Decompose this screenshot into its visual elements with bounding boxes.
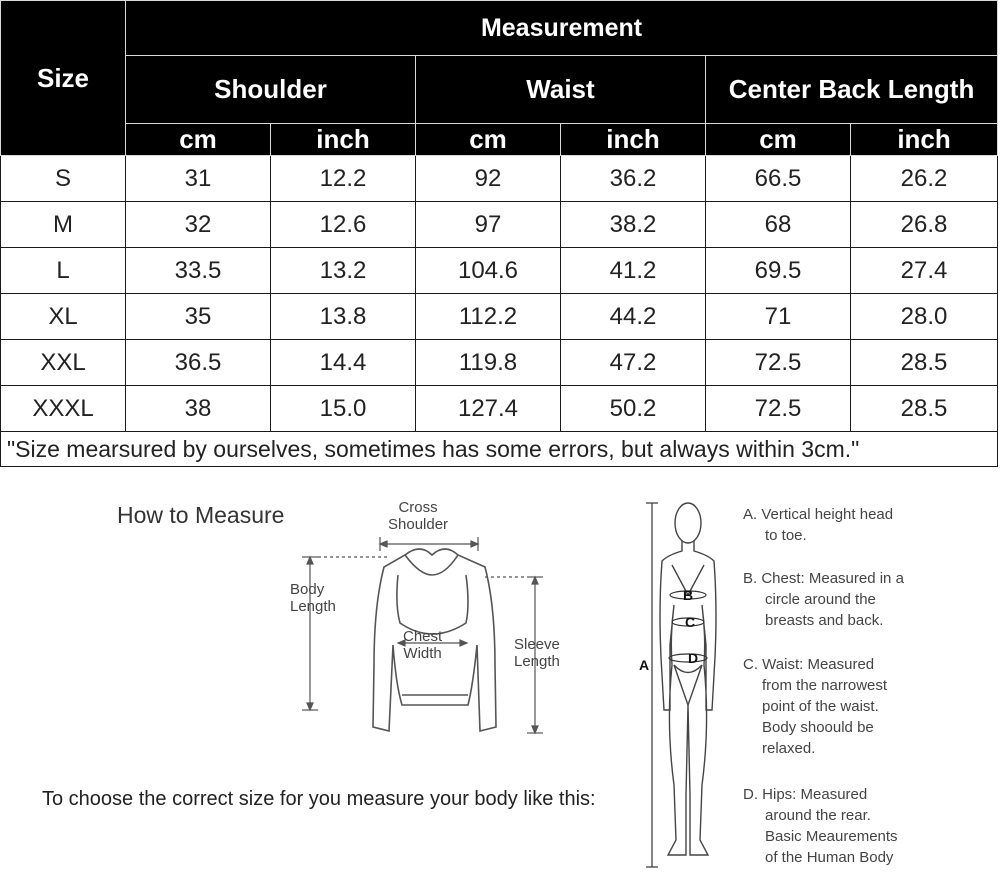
how-to-measure-title: How to Measure bbox=[117, 502, 285, 528]
value-cell: 68 bbox=[706, 202, 851, 248]
table-row bbox=[1, 248, 998, 294]
waist-header: Waist bbox=[416, 56, 706, 124]
size-cell: XXL bbox=[1, 340, 126, 386]
size-header: Size bbox=[1, 1, 126, 156]
value-cell: 36.2 bbox=[561, 156, 706, 202]
value-cell: 92 bbox=[416, 156, 561, 202]
value-cell: 26.2 bbox=[851, 156, 998, 202]
legend-a: A. Vertical height head to toe. bbox=[743, 506, 894, 544]
sleeve-length-label: Sleeve Length bbox=[514, 636, 560, 670]
value-cell: 14.4 bbox=[271, 340, 416, 386]
value-cell: 15.0 bbox=[271, 386, 416, 432]
body-length-label: Body Length bbox=[290, 581, 336, 615]
value-cell: 50.2 bbox=[561, 386, 706, 432]
value-cell: 127.4 bbox=[416, 386, 561, 432]
value-cell: 112.2 bbox=[416, 294, 561, 340]
value-cell: 12.2 bbox=[271, 156, 416, 202]
unit-header: cm bbox=[126, 124, 271, 156]
table-row bbox=[1, 386, 998, 432]
unit-header: cm bbox=[706, 124, 851, 156]
value-cell: 36.5 bbox=[126, 340, 271, 386]
value-cell: 13.2 bbox=[271, 248, 416, 294]
value-cell: 28.5 bbox=[851, 340, 998, 386]
value-cell: 32 bbox=[126, 202, 271, 248]
value-cell: 71 bbox=[706, 294, 851, 340]
legend-c: C. Waist: Measured from the narrowest point of the waist. Body shoould be relaxed. bbox=[743, 656, 888, 757]
center-back-length-header: Center Back Length bbox=[706, 56, 998, 124]
unit-header: inch bbox=[271, 124, 416, 156]
unit-header: inch bbox=[561, 124, 706, 156]
value-cell: 38.2 bbox=[561, 202, 706, 248]
value-cell: 97 bbox=[416, 202, 561, 248]
label-b: B bbox=[682, 587, 694, 603]
value-cell: 26.8 bbox=[851, 202, 998, 248]
unit-header: inch bbox=[851, 124, 998, 156]
value-cell: 35 bbox=[126, 294, 271, 340]
table-row bbox=[1, 340, 998, 386]
table-row bbox=[1, 202, 998, 248]
label-a: A bbox=[638, 657, 650, 673]
human-body-figure bbox=[630, 495, 740, 885]
label-c: C bbox=[684, 614, 696, 630]
value-cell: 47.2 bbox=[561, 340, 706, 386]
size-cell: XL bbox=[1, 294, 126, 340]
size-cell: S bbox=[1, 156, 126, 202]
note-row bbox=[1, 432, 998, 467]
value-cell: 119.8 bbox=[416, 340, 561, 386]
value-cell: 72.5 bbox=[706, 386, 851, 432]
shoulder-header: Shoulder bbox=[126, 56, 416, 124]
size-cell: XXXL bbox=[1, 386, 126, 432]
value-cell: 31 bbox=[126, 156, 271, 202]
unit-header: cm bbox=[416, 124, 561, 156]
legend-d: D. Hips: Measured around the rear. Basic Meaurements of the Human Body bbox=[743, 786, 898, 866]
value-cell: 33.5 bbox=[126, 248, 271, 294]
value-cell: 38 bbox=[126, 386, 271, 432]
legend-b: B. Chest: Measured in a circle around the breasts and back. bbox=[743, 570, 904, 629]
value-cell: 72.5 bbox=[706, 340, 851, 386]
chest-width-label: Chest Width bbox=[403, 628, 443, 662]
value-cell: 41.2 bbox=[561, 248, 706, 294]
value-cell: 28.0 bbox=[851, 294, 998, 340]
value-cell: 69.5 bbox=[706, 248, 851, 294]
value-cell: 27.4 bbox=[851, 248, 998, 294]
value-cell: 13.8 bbox=[271, 294, 416, 340]
value-cell: 66.5 bbox=[706, 156, 851, 202]
measure-instruction: To choose the correct size for you measure your body like this: bbox=[42, 788, 596, 810]
label-d: D bbox=[687, 650, 699, 666]
size-cell: L bbox=[1, 248, 126, 294]
cross-shoulder-label: Cross Shoulder bbox=[388, 499, 449, 533]
size-cell: M bbox=[1, 202, 126, 248]
measurement-note: "Size mearsured by ourselves, sometimes has some errors, but always within 3cm." bbox=[1, 432, 998, 467]
table-row bbox=[1, 156, 998, 202]
measurement-header: Measurement bbox=[126, 1, 998, 56]
value-cell: 28.5 bbox=[851, 386, 998, 432]
value-cell: 44.2 bbox=[561, 294, 706, 340]
value-cell: 104.6 bbox=[416, 248, 561, 294]
unit-row bbox=[1, 124, 998, 156]
table-row bbox=[1, 294, 998, 340]
sweater-diagram bbox=[280, 495, 600, 755]
value-cell: 12.6 bbox=[271, 202, 416, 248]
